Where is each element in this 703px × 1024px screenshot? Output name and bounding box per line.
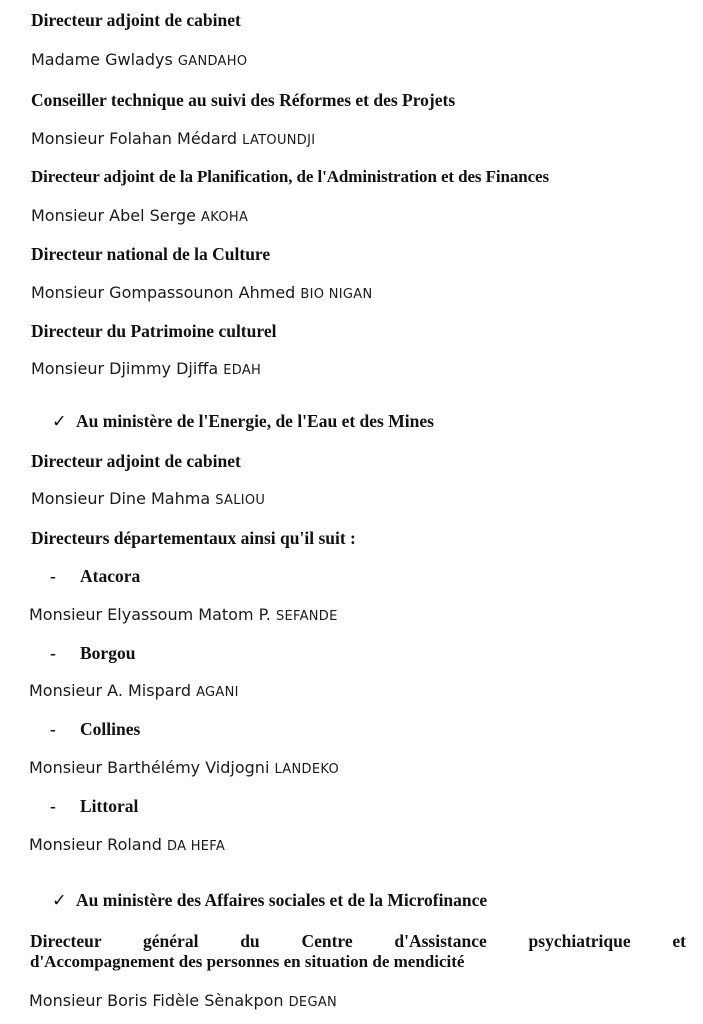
entry-title: Directeur national de la Culture: [31, 244, 271, 264]
section-heading-energie: ✓ Au ministère de l'Energie, de l'Eau et des Mines: [52, 411, 434, 431]
dept-label-collines: - Collines: [50, 719, 141, 739]
entry-title-line2: d'Accompagnement des personnes en situation de mendicité: [30, 952, 465, 971]
entry-name: Monsieur Folahan Médard LATOUNDJI: [31, 129, 316, 148]
checkmark-icon: ✓: [52, 411, 67, 431]
entry-name: Monsieur Abel Serge AKOHA: [31, 206, 249, 225]
entry-name: Monsieur Boris Fidèle Sènakpon DEGAN: [29, 991, 338, 1010]
dept-label-atacora: - Atacora: [50, 566, 141, 586]
entry-name: Monsieur Gompassounon Ahmed BIO NIGAN: [31, 283, 373, 302]
entry-title: Conseiller technique au suivi des Réformes et des Projets: [31, 90, 456, 110]
entry-title: Directeur adjoint de cabinet: [31, 10, 241, 30]
dept-intro: Directeurs départementaux ainsi qu'il suit :: [31, 528, 356, 548]
entry-name: Monsieur Dine Mahma SALIOU: [31, 489, 266, 508]
entry-name: Monsieur Elyassoum Matom P. SEFANDE: [29, 605, 338, 624]
entry-title: Directeur adjoint de la Planification, de l'Administration et des Finances: [31, 167, 550, 186]
entry-title: Directeur du Patrimoine culturel: [31, 321, 277, 341]
checkmark-icon: ✓: [52, 890, 67, 910]
entry-title: Directeur adjoint de cabinet: [31, 451, 241, 471]
entry-name: Monsieur Barthélémy Vidjogni LANDEKO: [29, 758, 339, 777]
section-heading-affaires: ✓ Au ministère des Affaires sociales et de la Microfinance: [52, 890, 488, 910]
entry-name: Madame Gwladys GANDAHO: [31, 50, 248, 69]
entry-name: Monsieur A. Mispard AGANI: [29, 681, 239, 700]
dept-label-littoral: - Littoral: [50, 796, 139, 816]
dept-label-borgou: - Borgou: [50, 643, 136, 663]
entry-name: Monsieur Djimmy Djiffa EDAH: [31, 359, 262, 378]
entry-title-line1: Directeur général du Centre d'Assistance psychiatrique et: [30, 931, 686, 951]
entry-name: Monsieur Roland DA HEFA: [29, 835, 226, 854]
